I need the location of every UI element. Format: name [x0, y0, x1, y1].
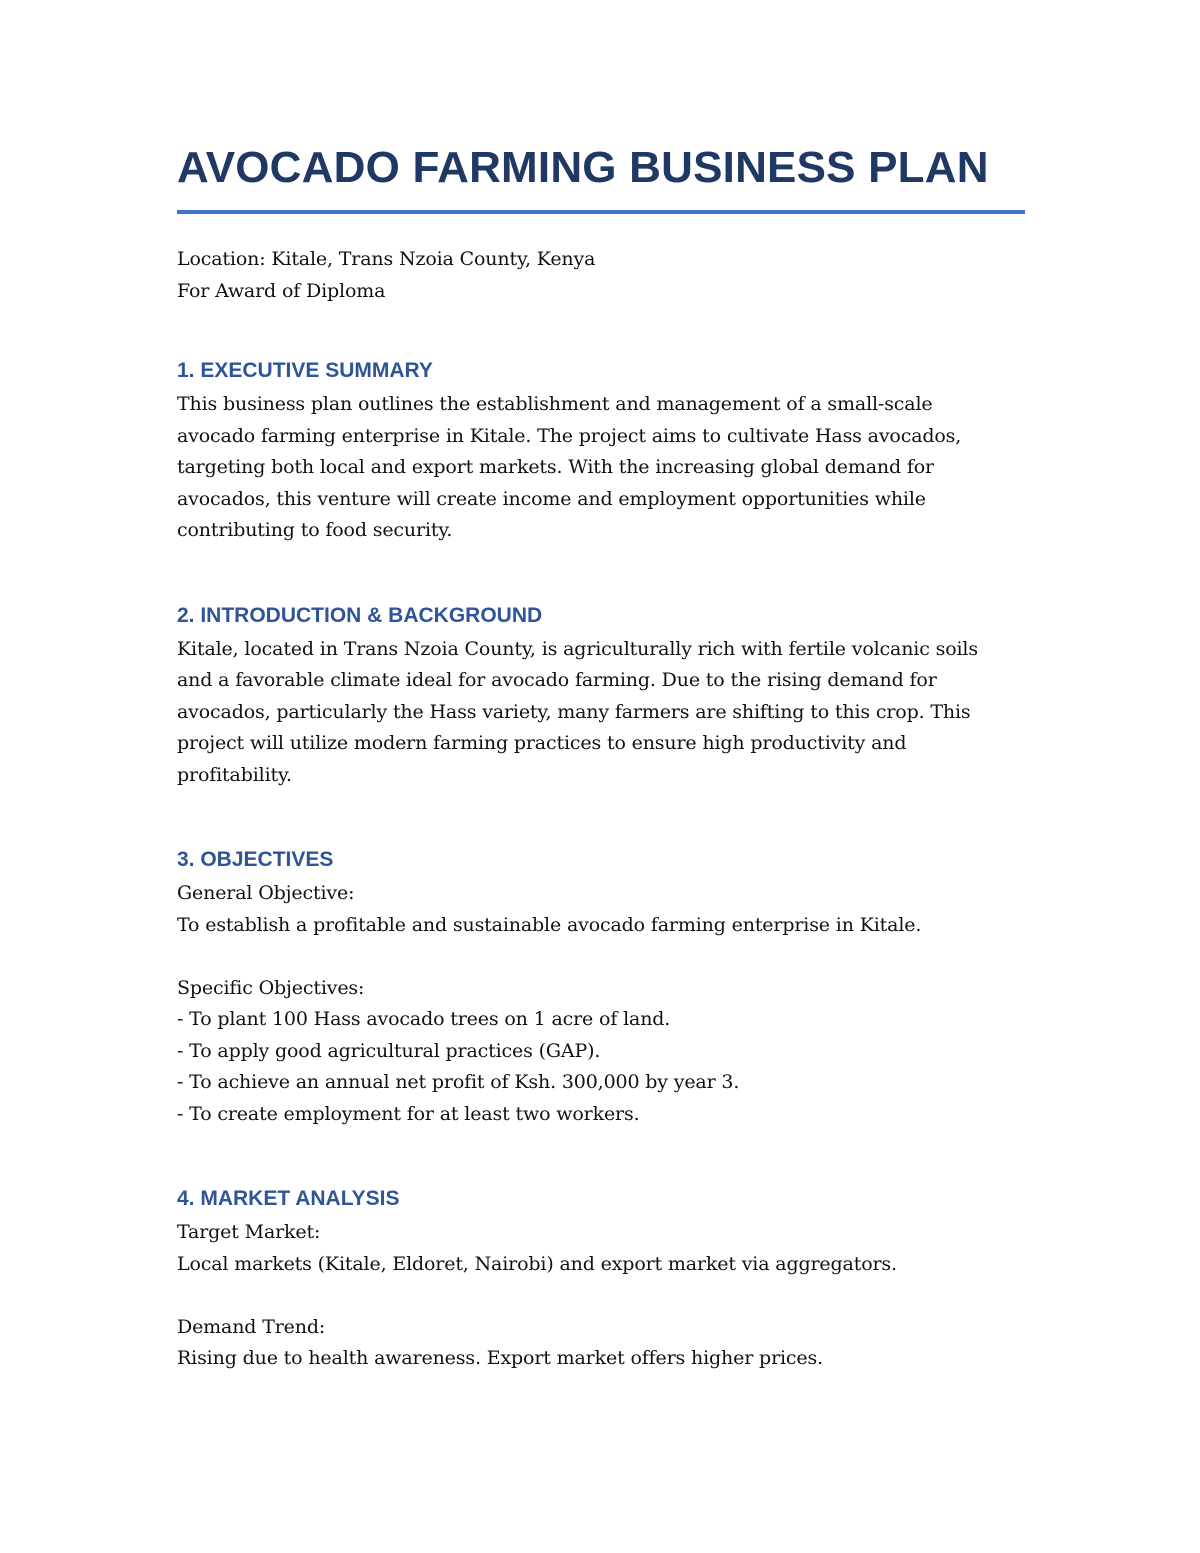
list-item: - To achieve an annual net profit of Ksh. 300,000 by year 3. [177, 1071, 740, 1093]
award-line: For Award of Diploma [177, 279, 386, 302]
paragraph-spacer [177, 941, 1027, 973]
market-analysis-block [177, 1217, 1027, 1375]
document-title: AVOCADO FARMING BUSINESS PLAN [177, 143, 989, 192]
executive-summary-paragraph [177, 389, 1027, 547]
specific-objectives-label: Specific Objectives: [177, 976, 365, 999]
target-market-text: Local markets (Kitale, Eldoret, Nairobi) and export market via aggregators. [177, 1252, 897, 1275]
demand-trend-text: Rising due to health awareness. Export market offers higher prices. [177, 1347, 823, 1369]
list-item: - To apply good agricultural practices (GAP). [177, 1039, 601, 1062]
paragraph-line: contributing to food security. [177, 519, 453, 541]
introduction-paragraph [177, 634, 1027, 792]
general-objective-text: To establish a profitable and sustainable avocado farming enterprise in Kitale. [177, 913, 922, 936]
general-objective-label: General Objective: [177, 882, 355, 904]
target-market-label: Target Market: [177, 1221, 321, 1243]
paragraph-line: avocado farming enterprise in Kitale. The project aims to cultivate Hass avocados, [177, 424, 962, 447]
demand-trend-label: Demand Trend: [177, 1315, 326, 1338]
section-heading-introduction: 2. INTRODUCTION & BACKGROUND [177, 603, 543, 627]
paragraph-line: profitability. [177, 763, 292, 786]
paragraph-spacer [177, 1280, 1027, 1312]
objectives-block [177, 878, 1027, 1130]
section-heading-executive-summary: 1. EXECUTIVE SUMMARY [177, 359, 433, 382]
paragraph-line: This business plan outlines the establishment and management of a small-scale [177, 393, 933, 415]
paragraph-line: Kitale, located in Trans Nzoia County, is agriculturally rich with fertile volcanic soils [177, 637, 978, 660]
section-heading-market-analysis: 4. MARKET ANALYSIS [177, 1187, 400, 1210]
paragraph-line: and a favorable climate ideal for avocado farming. Due to the rising demand for [177, 669, 937, 691]
location-line: Location: Kitale, Trans Nzoia County, Kenya [177, 248, 596, 270]
paragraph-line: avocados, this venture will create income and employment opportunities while [177, 487, 926, 510]
title-underline [177, 210, 1025, 214]
paragraph-line: avocados, particularly the Hass variety, many farmers are shifting to this crop. This [177, 700, 971, 723]
document-content [177, 140, 1027, 1375]
paragraph-line: project will utilize modern farming practices to ensure high productivity and [177, 732, 907, 754]
list-item: - To create employment for at least two workers. [177, 1102, 640, 1125]
paragraph-line: targeting both local and export markets. With the increasing global demand for [177, 456, 934, 478]
document-meta [177, 244, 1027, 307]
section-heading-objectives: 3. OBJECTIVES [177, 848, 334, 871]
list-item: - To plant 100 Hass avocado trees on 1 acre of land. [177, 1008, 671, 1030]
